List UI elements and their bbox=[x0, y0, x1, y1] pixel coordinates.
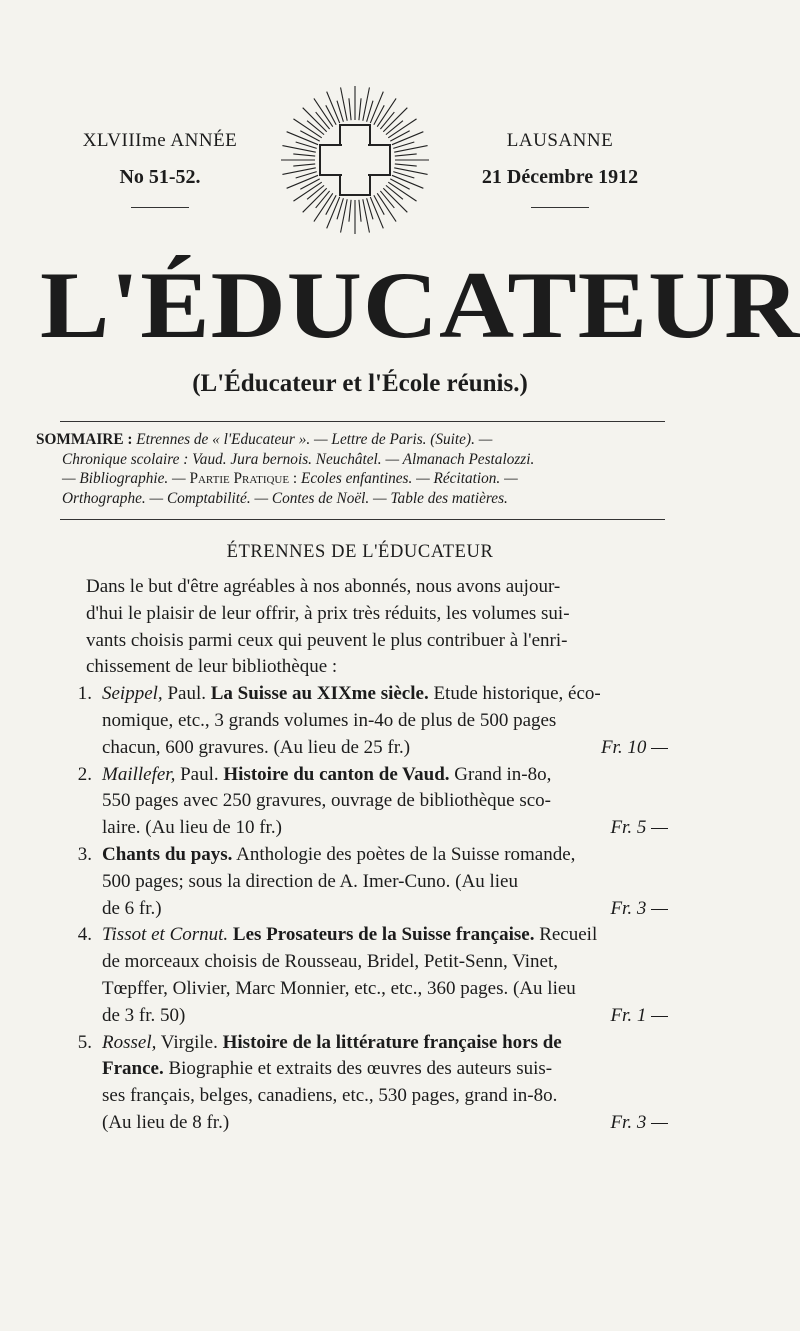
emblem-ray bbox=[374, 105, 384, 124]
list-item bbox=[52, 842, 668, 922]
item-author-first: Paul. bbox=[167, 683, 206, 705]
masthead-left-rule bbox=[131, 207, 189, 208]
emblem-ray bbox=[380, 191, 394, 208]
toc-partie-pratique: Partie Pratique : bbox=[189, 470, 298, 487]
item-line: 550 pages avec 250 gravures, ouvrage de bibliothèque sco- bbox=[102, 790, 551, 812]
emblem-ray bbox=[349, 200, 351, 222]
toc-line-4: Orthographe. — Comptabilité. — Contes de Noël. — Table des matières. bbox=[62, 489, 508, 507]
emblem-ray bbox=[303, 188, 327, 212]
item-line bbox=[102, 1030, 668, 1057]
list-item bbox=[52, 762, 668, 842]
emblem-ray bbox=[359, 200, 361, 222]
item-last-line bbox=[102, 1110, 668, 1137]
emblem-ray bbox=[395, 154, 417, 156]
intro-line: d'hui le plaisir de leur offrir, à prix très réduits, les volumes sui- bbox=[86, 602, 570, 624]
item-price: Fr. 5 — bbox=[610, 817, 668, 839]
masthead-right bbox=[440, 130, 680, 208]
year-label: XLVIIIme ANNÉE bbox=[82, 130, 238, 151]
toc-line-1 bbox=[36, 430, 676, 450]
item-text: Grand in-8o, bbox=[454, 763, 552, 785]
masthead-right-rule bbox=[531, 207, 589, 208]
emblem-ray bbox=[307, 185, 324, 199]
toc-text-1: Etrennes de « l'Educateur ». — Lettre de Paris. (Suite). — bbox=[136, 431, 493, 448]
section-title: ÉTRENNES DE L'ÉDUCATEUR bbox=[226, 542, 494, 562]
city: LAUSANNE bbox=[506, 130, 614, 151]
emblem-ray bbox=[383, 108, 407, 132]
item-title: La Suisse au XIXme siècle. bbox=[210, 683, 429, 705]
masthead-left bbox=[60, 130, 260, 208]
item-text: Biographie et extraits des œuvres des auteurs suis- bbox=[168, 1058, 553, 1080]
issue-number: No 51-52. bbox=[119, 166, 201, 188]
item-title: Chants du pays. bbox=[102, 843, 233, 865]
intro-line: Dans le but d'être agréables à nos abonnés, nous avons aujour- bbox=[86, 576, 561, 597]
emblem-ray bbox=[326, 105, 336, 124]
emblem-ray bbox=[326, 195, 336, 214]
item-text: de 3 fr. 50) bbox=[102, 1004, 186, 1026]
item-text: de 6 fr.) bbox=[102, 897, 162, 919]
item-price: Fr. 3 — bbox=[610, 1111, 668, 1133]
item-last-line bbox=[102, 815, 668, 842]
item-author: Tissot et Cornut. bbox=[102, 924, 229, 946]
emblem-ray bbox=[390, 179, 409, 189]
toc-text-3a: — Bibliographie. — bbox=[62, 470, 186, 487]
emblem-ray bbox=[316, 112, 330, 129]
emblem-ray bbox=[374, 195, 384, 214]
article-body bbox=[54, 574, 668, 1137]
item-line: Tœpffer, Olivier, Marc Monnier, etc., etc., 360 pages. (Au lieu bbox=[102, 977, 576, 999]
emblem-ray bbox=[303, 108, 327, 132]
item-line: ses français, belges, canadiens, etc., 530 pages, grand in-8o. bbox=[102, 1085, 558, 1107]
item-title: Les Prosateurs de la Suisse française. bbox=[232, 924, 535, 946]
item-number: 4. bbox=[77, 924, 92, 946]
item-text: chacun, 600 gravures. (Au lieu de 25 fr.) bbox=[102, 736, 411, 758]
list-item bbox=[52, 922, 668, 1029]
table-of-contents bbox=[36, 430, 676, 508]
list-item bbox=[52, 681, 668, 761]
intro-line: vants choisis parmi ceux qui peuvent le plus contribuer à l'enri- bbox=[86, 629, 568, 651]
item-author-first: Paul. bbox=[180, 763, 219, 785]
item-line bbox=[102, 681, 668, 708]
item-line: nomique, etc., 3 grands volumes in-4o de plus de 500 pages bbox=[102, 709, 557, 731]
item-author: Seippel, bbox=[102, 683, 163, 705]
emblem-ray bbox=[316, 191, 330, 208]
issue-date: 21 Décembre 1912 bbox=[481, 166, 639, 188]
item-author: Rossel, bbox=[102, 1031, 157, 1053]
item-line: 500 pages; sous la direction de A. Imer-Cuno. (Au lieu bbox=[102, 870, 518, 892]
item-number: 5. bbox=[77, 1031, 92, 1053]
item-last-line bbox=[102, 896, 668, 923]
item-line: de morceaux choisis de Rousseau, Bridel, Petit-Senn, Vinet, bbox=[102, 951, 559, 973]
item-line bbox=[102, 842, 668, 869]
item-price: Fr. 10 — bbox=[600, 736, 668, 758]
intro-line: chissement de leur bibliothèque : bbox=[86, 656, 338, 678]
emblem-ray bbox=[386, 185, 403, 199]
item-author: Maillefer, bbox=[102, 763, 176, 785]
emblem-ray bbox=[307, 121, 324, 135]
emblem-ray bbox=[390, 131, 409, 141]
item-text: Anthologie des poètes de la Suisse romande, bbox=[236, 843, 576, 865]
toc-text-3c: Ecoles enfantines. — Récitation. — bbox=[301, 470, 518, 487]
emblem-ray bbox=[386, 121, 403, 135]
item-number: 1. bbox=[77, 683, 92, 705]
item-line bbox=[102, 922, 668, 949]
toc-label: SOMMAIRE : bbox=[36, 431, 133, 448]
item-author-first: Virgile. bbox=[160, 1031, 218, 1053]
list-item bbox=[52, 1030, 668, 1137]
item-last-line bbox=[102, 1003, 668, 1030]
item-line bbox=[102, 762, 668, 789]
emblem-ray bbox=[395, 164, 417, 166]
item-price: Fr. 3 — bbox=[610, 897, 668, 919]
emblem-ray bbox=[300, 131, 319, 141]
item-number: 2. bbox=[77, 763, 92, 785]
item-title: Histoire du canton de Vaud. bbox=[223, 763, 450, 785]
emblem-ray bbox=[349, 98, 351, 120]
toc-line-2: Chronique scolaire : Vaud. Jura bernois. Neuchâtel. — Almanach Pestalozzi. bbox=[62, 450, 535, 468]
emblem-ray bbox=[293, 154, 315, 156]
item-text: Etude historique, éco- bbox=[433, 683, 601, 705]
item-price: Fr. 1 — bbox=[610, 1004, 668, 1026]
emblem-ray bbox=[359, 98, 361, 120]
item-title: Histoire de la littérature française hors de bbox=[222, 1031, 562, 1053]
journal-title: L'ÉDUCATEUR bbox=[40, 252, 800, 359]
item-number: 3. bbox=[77, 843, 92, 865]
journal-subtitle: (L'Éducateur et l'École réunis.) bbox=[192, 370, 528, 397]
item-text: (Au lieu de 8 fr.) bbox=[102, 1111, 230, 1133]
item-title-continued: France. bbox=[102, 1058, 164, 1080]
item-text: laire. (Au lieu de 10 fr.) bbox=[102, 817, 282, 839]
toc-line-3 bbox=[36, 469, 676, 489]
rule-bottom bbox=[60, 519, 665, 520]
emblem-ray bbox=[300, 179, 319, 189]
item-line bbox=[102, 1056, 668, 1083]
intro-paragraph bbox=[54, 574, 668, 681]
item-last-line bbox=[102, 735, 668, 762]
rule-top bbox=[60, 421, 665, 422]
emblem-ray bbox=[293, 164, 315, 166]
emblem-ray bbox=[380, 112, 394, 129]
emblem-ray bbox=[383, 188, 407, 212]
swiss-cross-emblem-icon bbox=[280, 85, 430, 235]
item-text: Recueil bbox=[539, 924, 598, 946]
